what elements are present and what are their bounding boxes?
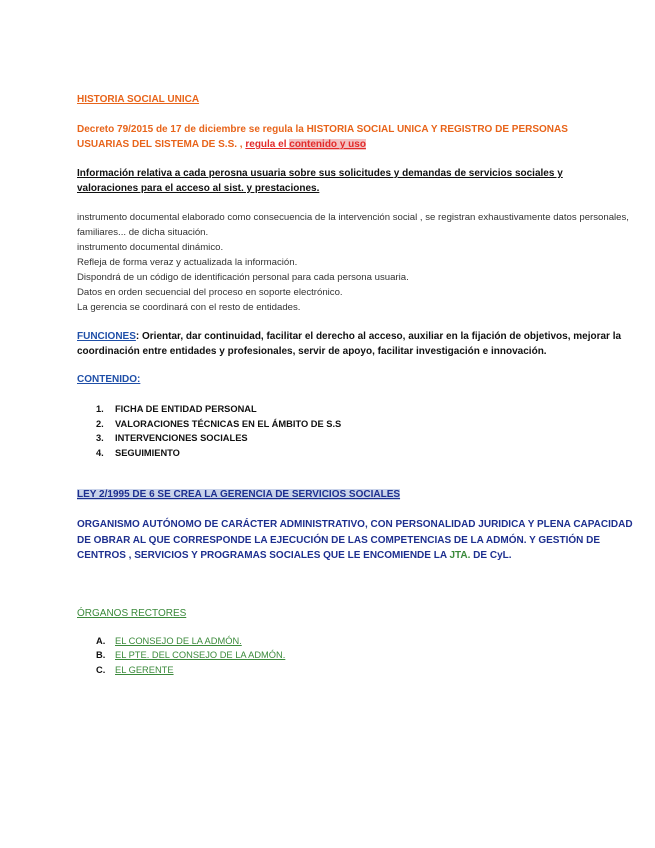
description-line: Dispondrá de un código de identificación personal para cada persona usuaria. — [77, 272, 409, 283]
ley-title — [77, 488, 637, 501]
decreto-text: Decreto 79/2015 de 17 de diciembre se regula la HISTORIA SOCIAL UNICA Y REGISTRO DE PERSONAS USUARIAS DEL SISTEMA DE S.S. , — [77, 124, 568, 150]
contenido-label: CONTENIDO: — [77, 374, 141, 385]
funciones-paragraph — [77, 329, 642, 359]
contenido-list — [77, 402, 637, 460]
list-item: 2. VALORACIONES TÉCNICAS EN EL ÁMBITO DE S.S — [96, 418, 342, 429]
informacion-paragraph: Información relativa a cada perosna usuaria sobre sus solicitudes y demandas de servicios sociales y valoraciones para el acceso al sist. y prestaciones. — [77, 168, 563, 194]
organismo-text-end: DE CyL. — [470, 550, 512, 561]
contenido-y-uso-text: contenido y uso — [289, 139, 366, 150]
funciones-text: : Orientar, dar continuidad, facilitar el derecho al acceso, auxiliar en la fijación de objetivos, mejorar la coordinación entre entidades y profesionales, servir de apoyo, facilitar investigación e innovación. — [77, 331, 622, 357]
list-item: B. EL PTE. DEL CONSEJO DE LA ADMÓN. — [96, 650, 286, 660]
description-lines — [77, 210, 637, 315]
jta-text: JTA. — [449, 550, 471, 561]
list-item: 1. FICHA DE ENTIDAD PERSONAL — [96, 404, 257, 414]
list-item: C. EL GERENTE — [96, 664, 174, 675]
organismo-paragraph — [77, 517, 642, 564]
list-item: A. EL CONSEJO DE LA ADMÓN. — [96, 635, 242, 646]
decreto-paragraph — [77, 122, 617, 152]
funciones-label: FUNCIONES — [77, 331, 136, 342]
description-line: instrumento documental elaborado como consecuencia de la intervención social , se registran exhaustivamente datos personales, familiares... de dicha situación. — [77, 212, 629, 238]
organos-list — [77, 634, 637, 678]
description-line: Datos en orden secuencial del proceso en soporte electrónico. — [77, 287, 343, 298]
historia-title: HISTORIA SOCIAL UNICA — [77, 94, 200, 105]
description-line: Refleja de forma veraz y actualizada la información. — [77, 257, 298, 268]
description-line: instrumento documental dinámico. — [77, 242, 224, 253]
document-page — [77, 93, 637, 677]
ley-title-text: LEY 2/1995 DE 6 SE CREA LA GERENCIA DE SERVICIOS SOCIALES — [77, 489, 401, 500]
organos-title: ÓRGANOS RECTORES — [77, 607, 187, 619]
list-item: 4. SEGUIMIENTO — [96, 447, 180, 458]
regula-el-text: regula el — [245, 139, 290, 150]
list-item: 3. INTERVENCIONES SOCIALES — [96, 433, 248, 443]
description-line: La gerencia se coordinará con el resto de entidades. — [77, 302, 301, 313]
organismo-text: ORGANISMO AUTÓNOMO DE CARÁCTER ADMINISTRATIVO, CON PERSONALIDAD JURIDICA Y PLENA CAPACIDAD DE OBRAR AL QUE CORRESPONDE LA EJECUCIÓN DE LAS COMPETENCIAS DE LA ADMÓN. Y GESTIÓN DE CENTROS , SERVICIOS Y PROGRAMAS SOCIALES QUE LE ENCOMIENDE LA — [77, 519, 633, 561]
